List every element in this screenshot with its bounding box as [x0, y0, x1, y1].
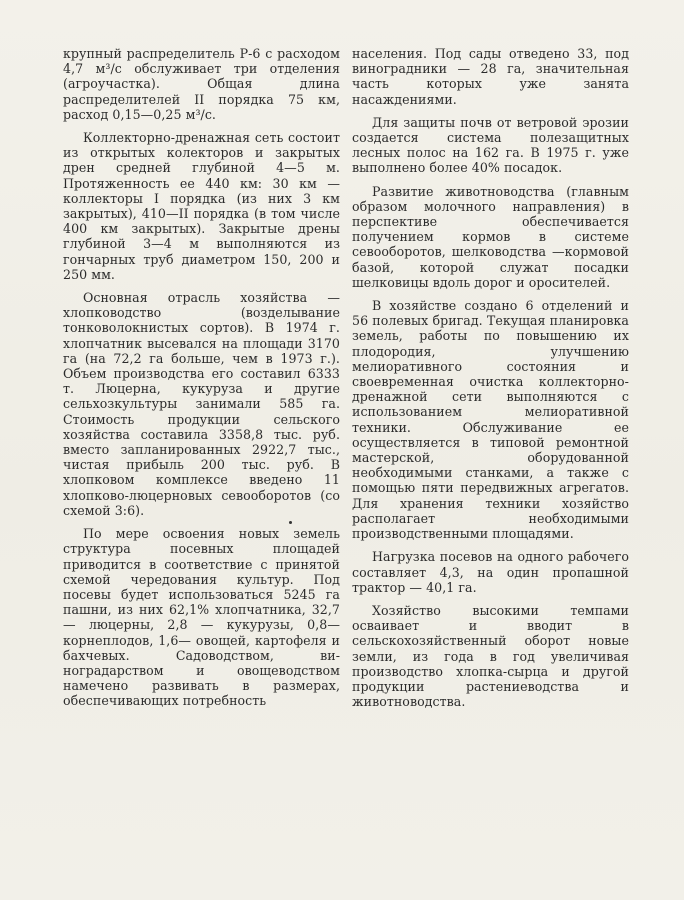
paragraph: Развитие животноводства (главным образом молочного направления) в перспективе обеспечивается получением кормов в системе севооборотов, шелководства —кормовой базой, которой служат посадки шелковицы вдоль дорог и оросителей.: [352, 183, 629, 290]
paragraph: По мере освоения новых земель структура посевных площадей приводится в соответствие с принятой схемой чередования культур. Под посевы будет использоваться 5245 га пашни, из них 62,1% хлопчатника, 32,7 — люцерны, 2,8 — кукурузы, 0,8—корнеплодов, 1,6— овощей, картофеля и бахчевых. Садоводством, виноградарством и овощеводством намечено развивать в размерах, обеспечивающих потребность: [63, 526, 340, 709]
print-speck: [289, 521, 292, 524]
paragraph: Хозяйство высокими темпами осваивает и вводит в сельскохозяйственный оборот новые земли, из года в год увеличивая производство хлопка-сырца и другой продукции растениеводства и животноводства.: [352, 602, 629, 710]
paragraph: крупный распределитель Р-6 с расходом 4,7 м³/с обслуживает три отделения (агроучастка). Общая длина распределителей II порядка 75 км, расход 0,15—0,25 м³/с.: [63, 46, 340, 122]
paragraph: Основная отрасль хозяйства — хлопководство (возделывание тонковолокнистых сортов). В 1974 г. хлопчатник высевался на площади 3170 га (на 72,2 га больше, чем в 1973 г.). Объем производства его составил 6333 т. Люцерна, кукуруза и другие сельхозкультуры занимали 585 га. Стоимость продукции сельского хозяйства составила 3358,8 тыс. руб. вместо запланированных 2922,7 тыс., чистая прибыль 200 тыс. руб. В хлопковом комплексе введено 11 хлопково-люцерновых севооборотов (со схемой 3:6).: [63, 290, 340, 518]
paragraph: Коллекторно-дренажная сеть состоит из открытых колекторов и закрытых дрен средней глубиной 4—5 м. Протяженность ее 440 км: 30 км — коллекторы I порядка (из них 3 км закрытых), 410—II порядка (в том числе 400 км закрытых). Закрытые дрены глубиной 3—4 м выполняются из гончарных труб диаметром 150, 200 и 250 мм.: [63, 130, 340, 282]
right-text-column: [352, 46, 629, 717]
paragraph: Для защиты почв от ветровой эрозии создается система полезащитных лесных полос на 162 га. В 1975 г. уже выполнено более 40% посадок.: [352, 114, 629, 176]
paragraph: В хозяйстве создано 6 отделений и 56 полевых бригад. Текущая планировка земель, работы по повышению их плодородия, улучшению мелиоративного состояния и своевременная очистка коллекторно-дренажной сети выполняются с использованием мелиоративной техники. Обслуживание ее осуществляется в типовой ремонтной мастерской, оборудованной необходимыми станками, а также с помощью пяти передвижных агрегатов. Для хранения техники хозяйство располагает необходимыми производственными площадями.: [352, 298, 629, 542]
paragraph: Нагрузка посевов на одного рабочего составляет 4,3, на один пропашной трактор — 40,1 га.: [352, 549, 629, 595]
left-text-column: [63, 46, 340, 717]
paragraph: населения. Под сады отведено 33, под виноградники — 28 га, значительная часть которых уже занята насаждениями.: [352, 46, 629, 107]
